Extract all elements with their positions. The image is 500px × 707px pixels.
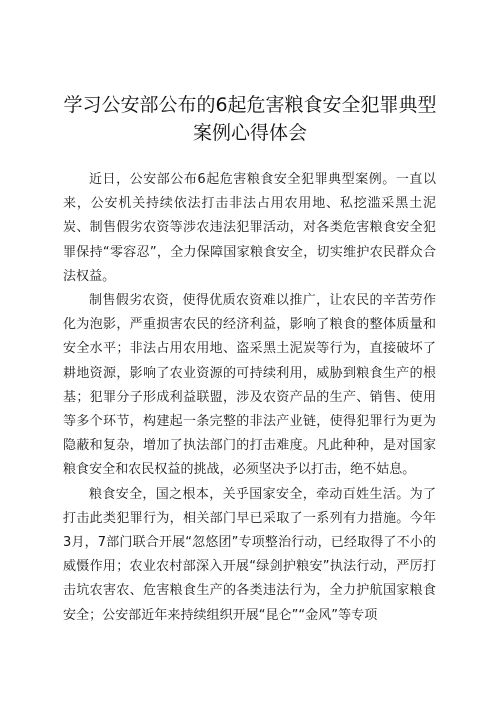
- paragraph-2: 制售假劣农资，使得优质农资难以推广，让农民的辛苦劳作化为泡影，严重损害农民的经济利益，影响了粮食的整体质量和安全水平；非法占用农用地、盗采黑土泥炭等行为，直接破坏了耕地资源，影响了农业资源的可持续利用，威胁到粮食生产的根基；犯罪分子形成利益联盟，涉及农资产品的生产、销售、使用等多个环节，构建起一条完整的非法产业链，使得犯罪行为更为隐蔽和复杂，增加了执法部门的打击难度。凡此种种，是对国家粮食安全和农民权益的挑战，必须坚决予以打击，绝不姑息。: [63, 293, 436, 478]
- paragraph-3: 粮食安全，国之根本，关乎国家安全，牵动百姓生活。为了打击此类犯罪行为，相关部门早已采取了一系列有力措施。今年3月，7部门联合开展“忽悠团”专项整治行动，已经取得了不小的威慑作用；农业农村部深入开展“绿剑护粮安”执法行动，严厉打击坑农害农、危害粮食生产的各类违法行为，全力护航国家粮食安全；公安部近年来持续组织开展“昆仑”“金风”等专项: [63, 486, 436, 623]
- paragraph-1: 近日，公安部公布6起危害粮食安全犯罪典型案例。一直以来，公安机关持续依法打击非法占用农用地、私挖滥采黑土泥炭、制售假劣农资等涉农违法犯罪活动，对各类危害粮食安全犯罪保持“零容忍”，全力保障国家粮食安全，切实维护农民群众合法权益。: [63, 172, 436, 284]
- document-title: 学习公安部公布的6起危害粮食安全犯罪典型案例心得体会: [63, 94, 437, 144]
- document-body: [63, 168, 436, 628]
